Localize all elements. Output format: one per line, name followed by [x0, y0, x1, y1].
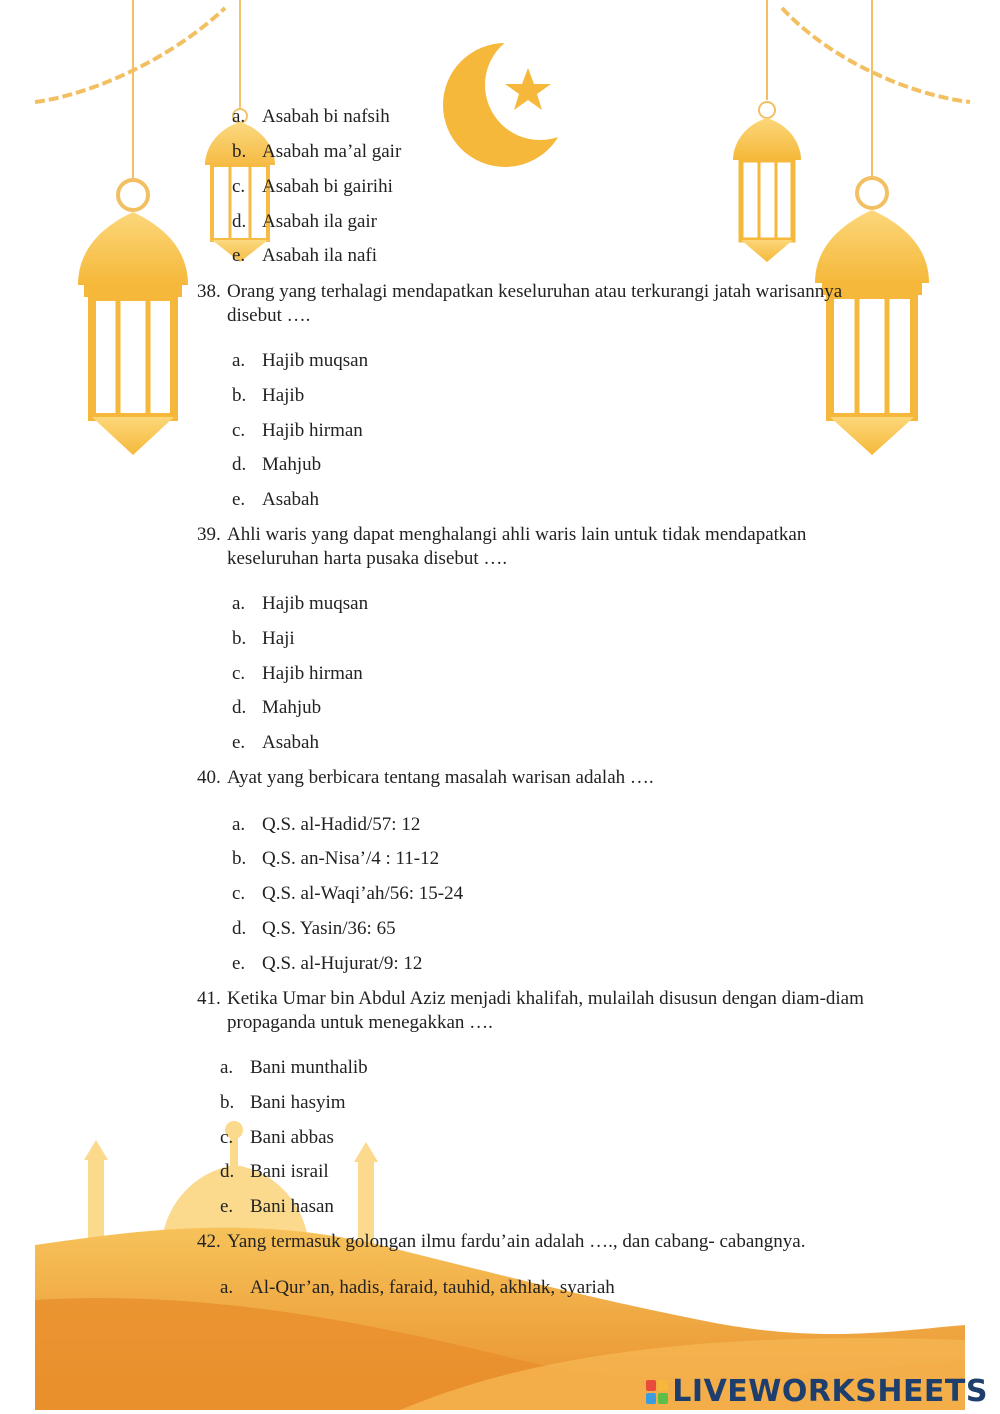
liveworksheets-brand[interactable] [646, 1374, 988, 1409]
option-text: Al-Qur’an, hadis, faraid, tauhid, akhlak, syariah [250, 1277, 615, 1298]
option-letter: c. [232, 176, 246, 197]
option-text: Asabah ila gair [262, 211, 378, 232]
option-text: Hajib muqsan [262, 350, 369, 371]
option-text: Haji [262, 628, 295, 649]
option-text: Bani hasan [250, 1196, 334, 1217]
question-number: 42. [197, 1231, 221, 1252]
option-letter: a. [232, 593, 246, 614]
option-text: Q.S. al-Waqi’ah/56: 15-24 [262, 883, 464, 904]
option-letter: b. [232, 385, 247, 406]
brand-name: LIVEWORKSHEETS [672, 1374, 988, 1409]
option-letter: d. [232, 454, 247, 475]
question-line-1: Ahli waris yang dapat menghalangi ahli waris lain untuk tidak mendapatkan [227, 524, 807, 545]
option-text: Asabah bi gairihi [262, 176, 393, 197]
option-text: Q.S. al-Hadid/57: 12 [262, 814, 421, 835]
question-line-1: Ketika Umar bin Abdul Aziz menjadi khalifah, mulailah disusun dengan diam-diam [227, 988, 864, 1009]
question-line-2: keseluruhan harta pusaka disebut …. [227, 548, 508, 569]
option-letter: a. [232, 106, 246, 127]
option-text: Hajib hirman [262, 663, 363, 684]
option-text: Asabah bi nafsih [262, 106, 390, 127]
option-letter: e. [220, 1196, 234, 1217]
option-text: Hajib [262, 385, 305, 406]
option-text: Hajib hirman [262, 420, 363, 441]
option-letter: d. [232, 697, 247, 718]
question-number: 39. [197, 524, 221, 545]
option-text: Bani israil [250, 1161, 329, 1182]
question-number: 38. [197, 281, 221, 302]
option-letter: c. [232, 420, 246, 441]
option-letter: e. [232, 245, 246, 266]
option-letter: b. [232, 628, 247, 649]
option-text: Bani hasyim [250, 1092, 346, 1113]
option-text: Mahjub [262, 454, 322, 475]
option-text: Asabah [262, 489, 319, 510]
question-line-1: Yang termasuk golongan ilmu fardu’ain adalah …., dan cabang- cabangnya. [227, 1231, 806, 1252]
option-text: Bani munthalib [250, 1057, 368, 1078]
option-text: Q.S. an-Nisa’/4 : 11-12 [262, 848, 440, 869]
question-line-2: propaganda untuk menegakkan …. [227, 1012, 493, 1033]
option-letter: d. [232, 918, 247, 939]
question-line-1: Ayat yang berbicara tentang masalah warisan adalah …. [227, 767, 654, 788]
option-text: Mahjub [262, 697, 322, 718]
option-letter: d. [232, 211, 247, 232]
option-text: Asabah ma’al gair [262, 141, 402, 162]
option-letter: a. [232, 814, 246, 835]
option-text: Asabah ila nafi [262, 245, 378, 266]
option-letter: b. [232, 848, 247, 869]
option-letter: b. [232, 141, 247, 162]
option-text: Q.S. Yasin/36: 65 [262, 918, 396, 939]
liveworksheets-logo-icon [646, 1380, 668, 1404]
option-letter: e. [232, 732, 246, 753]
option-text: Asabah [262, 732, 319, 753]
option-letter: a. [220, 1057, 234, 1078]
option-letter: a. [232, 350, 246, 371]
option-letter: b. [220, 1092, 235, 1113]
question-line-2: disebut …. [227, 305, 311, 326]
option-letter: d. [220, 1161, 235, 1182]
option-text: Bani abbas [250, 1127, 334, 1148]
option-letter: c. [232, 663, 246, 684]
option-text: Hajib muqsan [262, 593, 369, 614]
option-letter: c. [232, 883, 246, 904]
option-letter: a. [220, 1277, 234, 1298]
option-text: Q.S. al-Hujurat/9: 12 [262, 953, 423, 974]
question-number: 40. [197, 767, 221, 788]
option-letter: c. [220, 1127, 234, 1148]
option-letter: e. [232, 953, 246, 974]
question-number: 41. [197, 988, 221, 1009]
question-line-1: Orang yang terhalagi mendapatkan keseluruhan atau terkurangi jatah warisannya [227, 281, 843, 302]
option-letter: e. [232, 489, 246, 510]
